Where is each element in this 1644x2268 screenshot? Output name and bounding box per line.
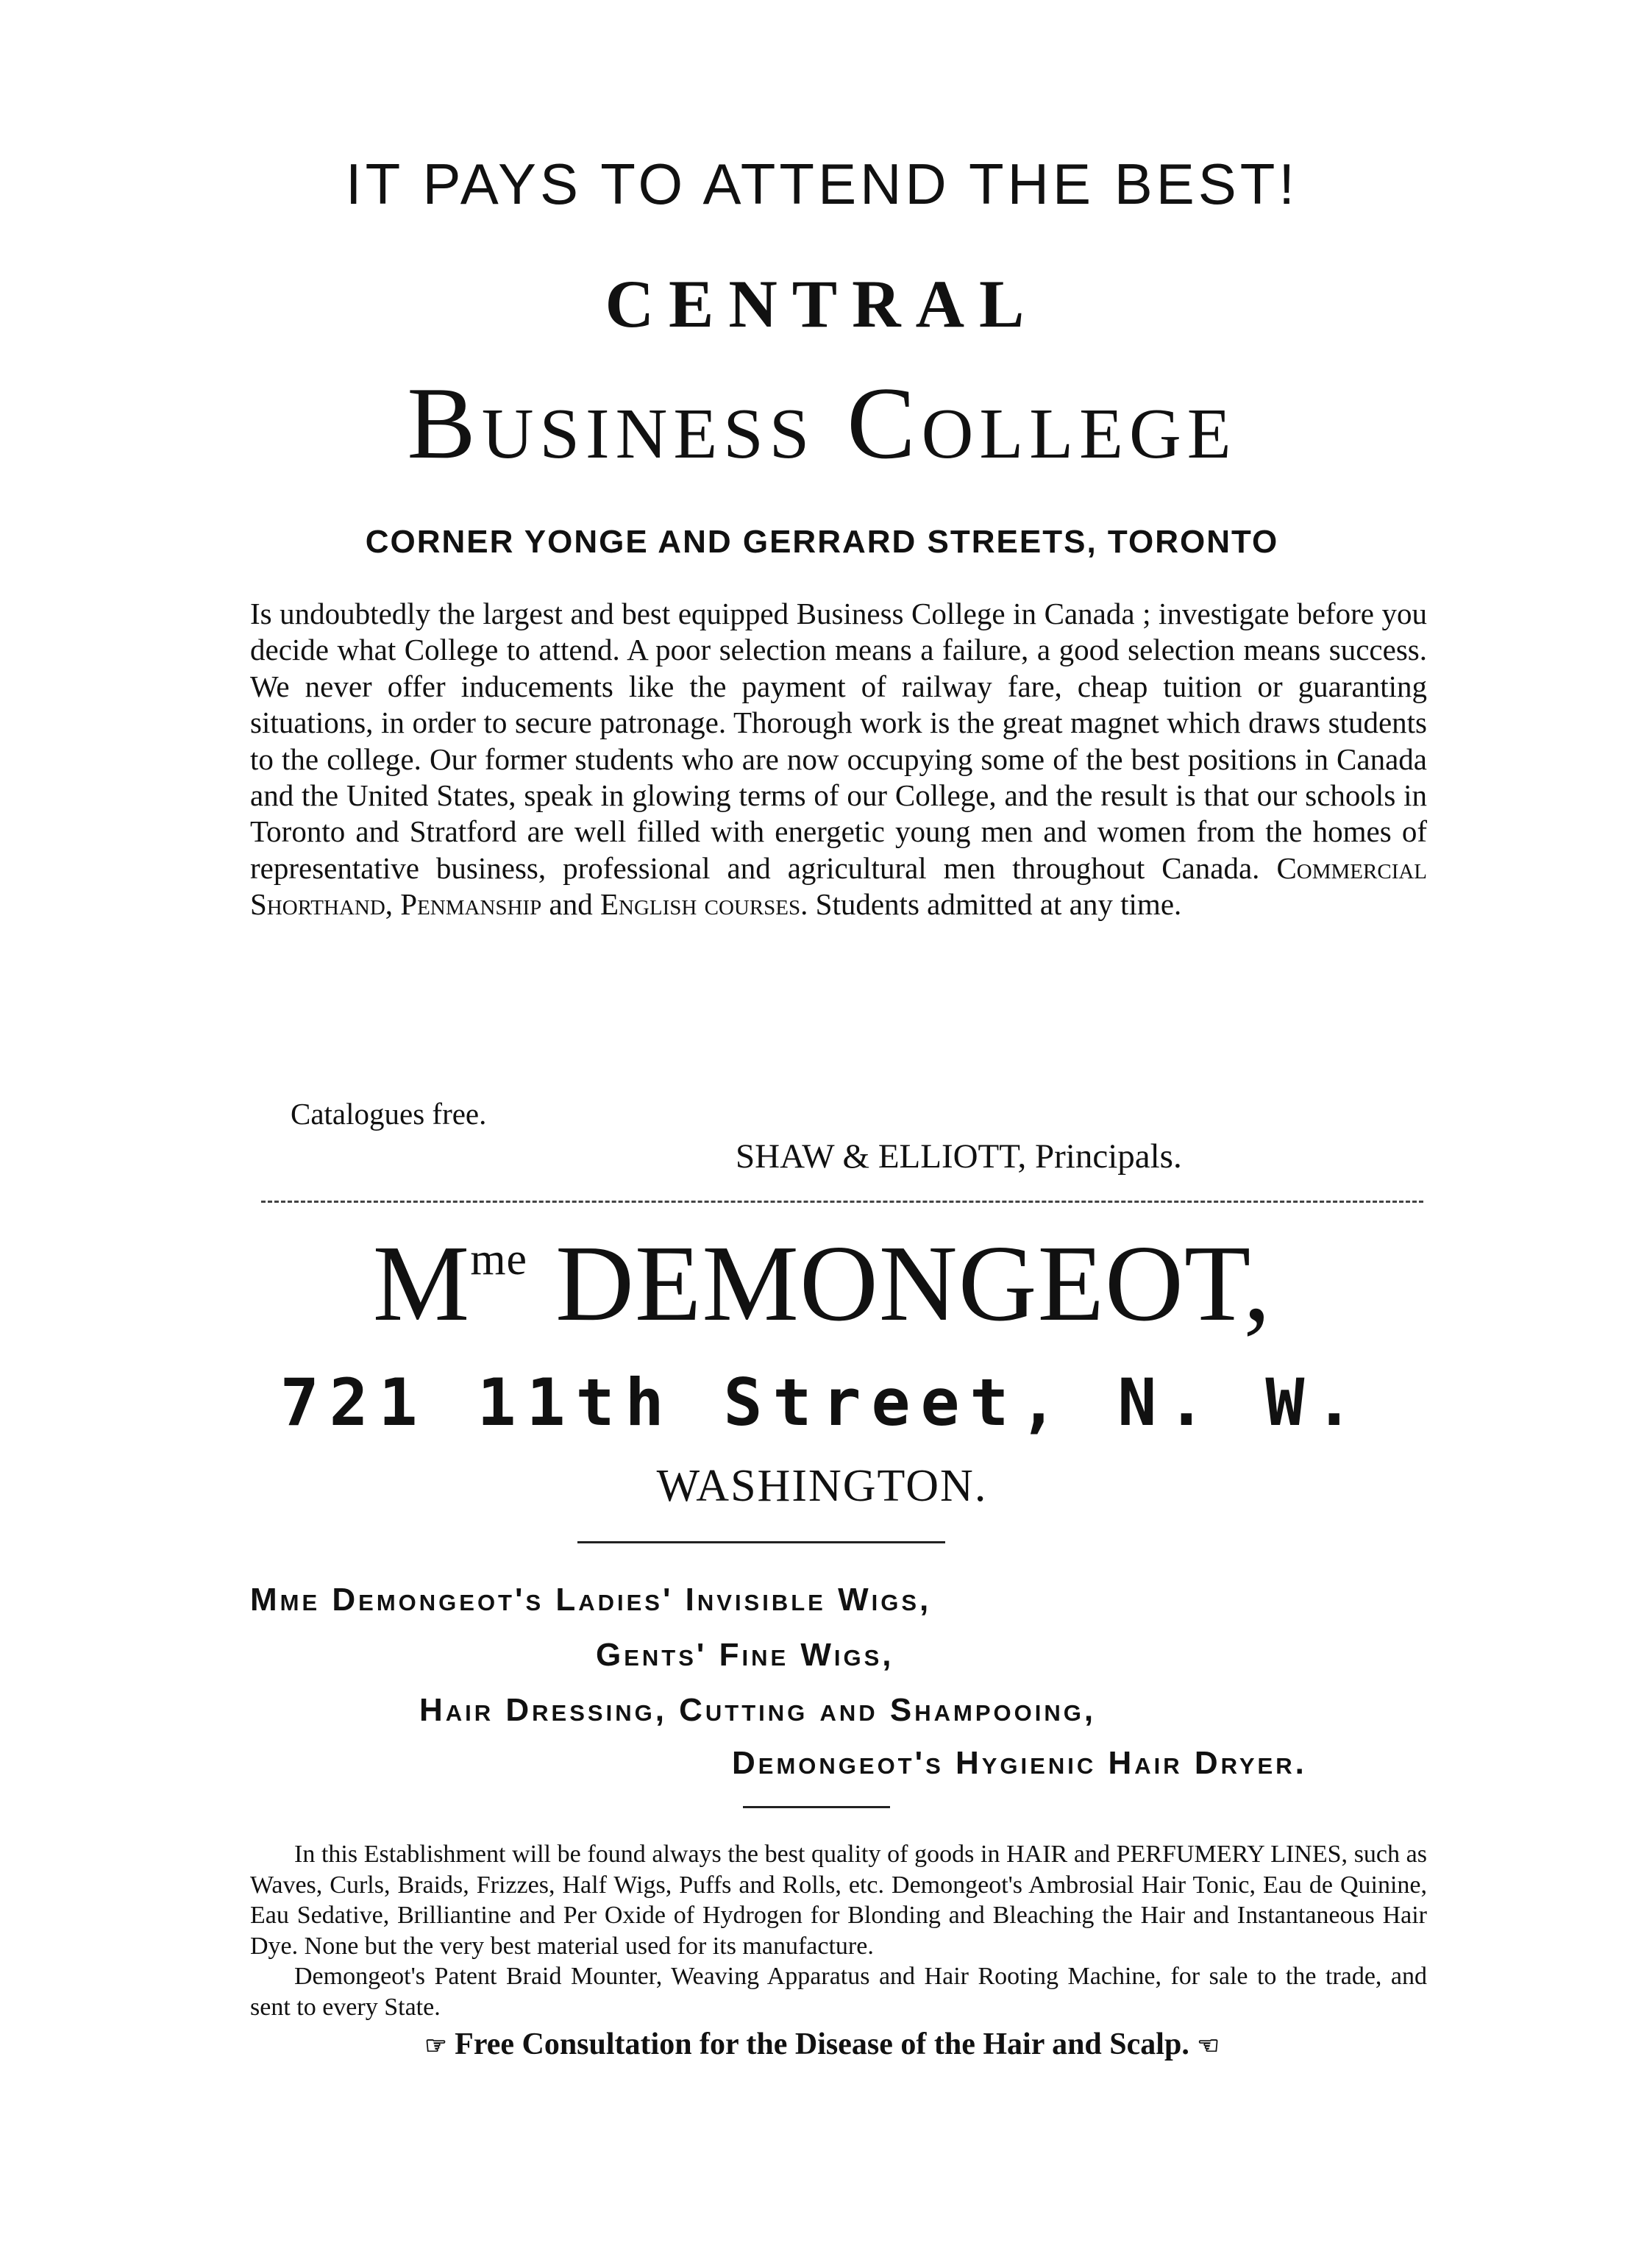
college-description — [250, 596, 1427, 923]
service-line: Hair Dressing, Cutting and Shampooing, — [419, 1692, 1097, 1728]
demongeot-title: M — [372, 1223, 471, 1344]
catalogues-note: Catalogues free. — [291, 1097, 487, 1131]
establishment-description — [250, 1839, 1427, 2022]
course-comma: , — [385, 887, 394, 922]
short-divider-bottom — [743, 1806, 890, 1808]
course-penmanship: Penmanship — [400, 887, 542, 922]
establishment-paragraph: In this Establishment will be found always the best quality of goods in HAIR and PERFUMERY LINES, such as Waves, Curls, Braids, Frizzes, Half Wigs, Puffs and Rolls, etc. Demongeot's Ambrosial Hair Tonic, Eau de Quinine, Eau Sedative, Brilliantine and Per Oxide of Hydrogen for Blonding and Bleaching the Hair and Instantaneous Hair Dye. None but the very best material used for its manufacture. — [250, 1841, 1427, 1960]
course-english: English courses. — [599, 887, 808, 922]
course-commercial-shorthand: Commercial Shorthand — [250, 850, 1428, 922]
service-line: Mme Demongeot's Ladies' Invisible Wigs, — [250, 1582, 932, 1618]
pointing-hand-left-icon: ☜ — [1197, 2033, 1220, 2060]
free-consultation — [0, 2027, 1644, 2062]
college-name-main: Business College — [407, 366, 1237, 480]
street-address: 721 11th Street, N. W. — [280, 1365, 1364, 1440]
service-line: Demongeot's Hygienic Hair Dryer. — [732, 1745, 1307, 1781]
establishment-paragraph: Demongeot's Patent Braid Mounter, Weaving Apparatus and Hair Rooting Machine, for sale to the trade, and sent to every State. — [250, 1963, 1427, 2021]
service-line: Gents' Fine Wigs, — [596, 1637, 894, 1673]
demongeot-title-sup: me — [470, 1234, 528, 1284]
admission-note: Students admitted at any time. — [815, 887, 1182, 922]
college-address: CORNER YONGE AND GERRARD STREETS, TORONTO — [365, 524, 1279, 560]
college-name-top: CENTRAL — [605, 266, 1039, 341]
section-divider — [261, 1201, 1423, 1203]
demongeot-name — [0, 1221, 1644, 1346]
city-name: WASHINGTON. — [656, 1461, 988, 1511]
consultation-text: Free Consultation for the Disease of the Hair and Scalp. — [455, 2027, 1189, 2061]
course-and: and — [549, 887, 593, 922]
demongeot-surname: DEMONGEOT, — [555, 1223, 1272, 1344]
pointing-hand-right-icon: ☞ — [424, 2033, 447, 2060]
headline: IT PAYS TO ATTEND THE BEST! — [345, 152, 1299, 216]
college-description-main: Is undoubtedly the largest and best equipped Business College in Canada ; investigate before you decide what College to attend. A poor selection means a failure, a good selection means success. We never offer inducements like the payment of railway fare, cheap tuition or guaranting situations, in order to secure patronage. Thorough work is the great magnet which draws students to the college. Our former students who are now occupying some of the best positions in Canada and the United States, speak in glowing terms of our College, and the result is that our schools in Toronto and Stratford are well filled with energetic young men and women from the homes of representative business, professional and agricultural men throughout Canada. — [250, 597, 1427, 885]
principals-signature: SHAW & ELLIOTT, Principals. — [736, 1137, 1182, 1176]
short-divider-top — [577, 1541, 945, 1543]
